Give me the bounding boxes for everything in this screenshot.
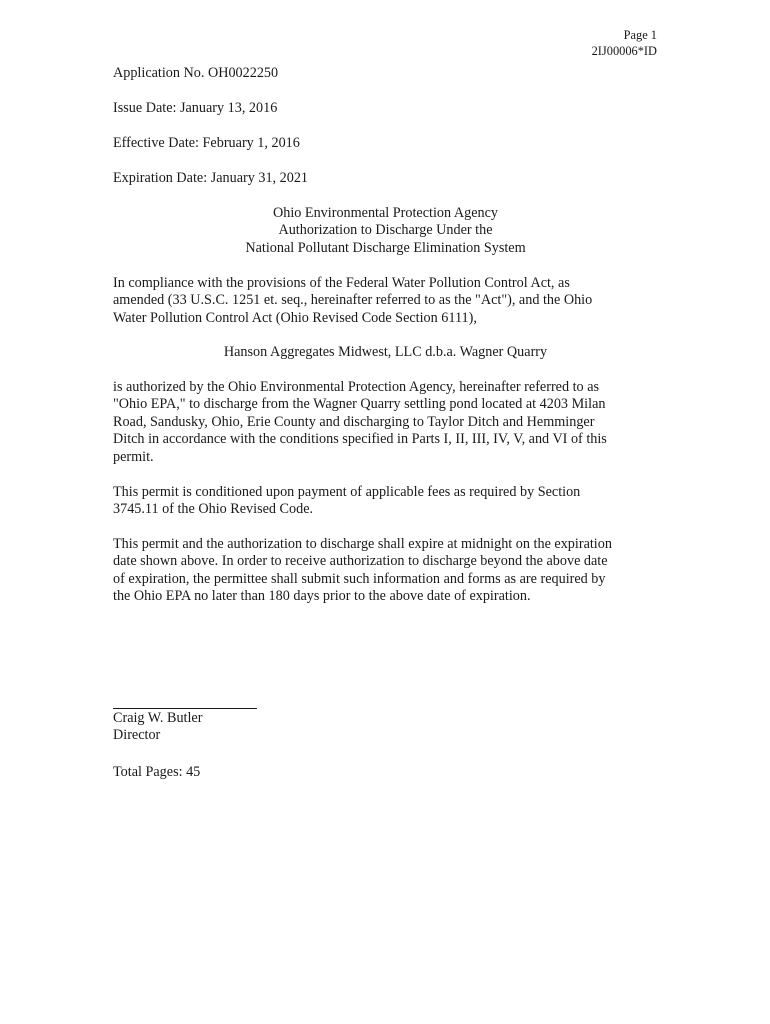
text-line: Road, Sandusky, Ohio, Erie County and discharging to Taylor Ditch and Hemminger: [113, 413, 595, 430]
compliance-paragraph: [113, 275, 658, 327]
expiration-paragraph: [113, 536, 658, 606]
total-pages: Total Pages: 45: [113, 764, 201, 780]
text-line: amended (33 U.S.C. 1251 et. seq., hereinafter referred to as the "Act"), and the Ohio: [113, 292, 593, 309]
text-line: This permit and the authorization to discharge shall expire at midnight on the expiration: [113, 536, 612, 552]
expiration-date: Expiration Date: January 31, 2021: [113, 170, 309, 186]
text-line: the Ohio EPA no later than 180 days prior to the above date of expiration.: [113, 588, 531, 605]
text-line: Ditch in accordance with the conditions specified in Parts I, II, III, IV, V, and VI of this: [113, 431, 607, 448]
text-line: of expiration, the permittee shall submit such information and forms as are required by: [113, 570, 606, 587]
title-line-authorization: Authorization to Discharge Under the: [278, 222, 493, 239]
signer-title: Director: [113, 727, 161, 744]
text-line: In compliance with the provisions of the Federal Water Pollution Control Act, as: [113, 275, 570, 291]
text-line: "Ohio EPA," to discharge from the Wagner Quarry settling pond located at 4203 Milan: [113, 396, 606, 413]
text-line: is authorized by the Ohio Environmental Protection Agency, hereinafter referred to as: [113, 379, 600, 395]
application-number: Application No. OH0022250: [113, 65, 279, 81]
text-line: Water Pollution Control Act (Ohio Revised Code Section 6111),: [113, 309, 477, 326]
title-line-system: National Pollutant Discharge Elimination System: [245, 239, 526, 256]
effective-date: Effective Date: February 1, 2016: [113, 135, 300, 151]
text-line: permit.: [113, 448, 154, 465]
issue-date: Issue Date: January 13, 2016: [113, 100, 278, 116]
title-line-agency: Ohio Environmental Protection Agency: [273, 205, 498, 221]
fees-paragraph: [113, 484, 658, 519]
signature-block: [113, 710, 658, 745]
document-title: [113, 205, 658, 257]
text-line: date shown above. In order to receive authorization to discharge beyond the above date: [113, 553, 608, 570]
signature-line: [113, 708, 257, 709]
page-header: [592, 27, 657, 59]
document-id: 2IJ00006*ID: [591, 44, 657, 58]
permittee-name: Hanson Aggregates Midwest, LLC d.b.a. Wagner Quarry: [223, 344, 548, 360]
page-number: Page 1: [623, 28, 657, 42]
text-line: 3745.11 of the Ohio Revised Code.: [113, 501, 314, 518]
authorization-paragraph: [113, 379, 658, 466]
text-line: This permit is conditioned upon payment of applicable fees as required by Section: [113, 484, 581, 500]
signer-name: Craig W. Butler: [113, 710, 203, 726]
